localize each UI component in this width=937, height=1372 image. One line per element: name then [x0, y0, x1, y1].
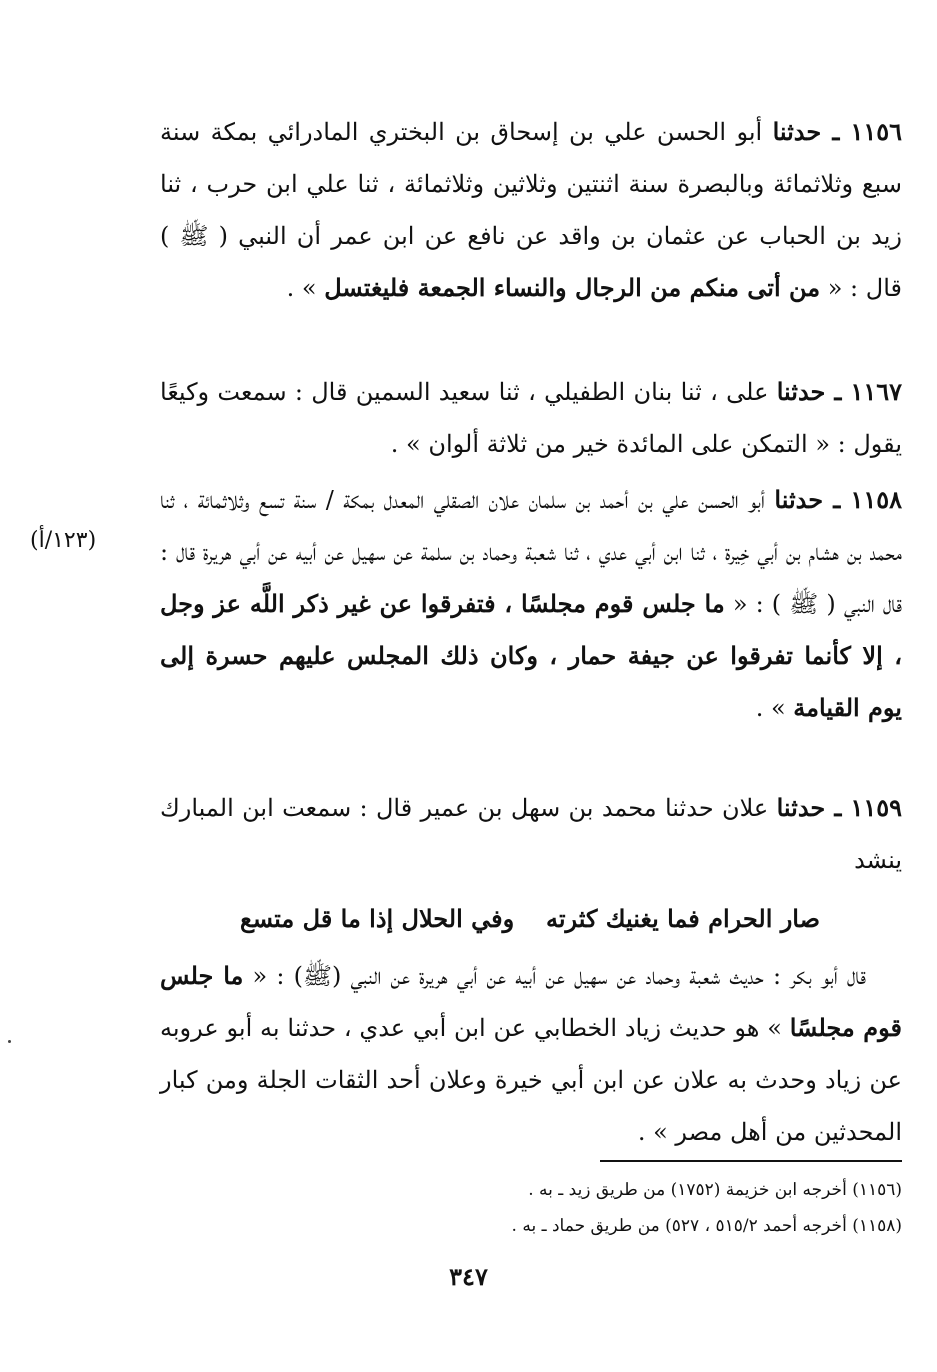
- footnotes: [300, 1172, 902, 1244]
- hadith-1159: [160, 782, 902, 886]
- hadith-text-end: » .: [755, 694, 794, 722]
- hadith-1158: [160, 474, 902, 734]
- author-comment: [160, 950, 902, 1158]
- hadith-1156: [160, 106, 902, 314]
- hadith-text: أبو الحسن علي بن إسحاق بن البختري المادرائي بمكة سنة سبع وثلاثمائة وبالبصرة سنة اثنتين وثلاثين وثلاثمائة ، ثنا علي ابن حرب ، ثنا زيد بن الحباب عن عثمان بن واقد عن نافع عن ابن عمر أن النبي ( ﷺ ) قال : «: [160, 118, 902, 302]
- poem-second-hemistich: وفي الحلال إذا ما قل متسع: [240, 903, 515, 933]
- comment-text-end: » هو حديث زياد الخطابي عن ابن أبي عدي ، حدثنا به أبو عروبه عن زياد وحدث به علان عن ابن أبي خيرة وعلان أحد الثقات الجلة ومن كبار المحدثين من أهل مصر » .: [160, 1014, 902, 1146]
- hadith-number: ١١٥٦ ـ حدثنا: [772, 117, 902, 146]
- hadith-paragraph: [160, 106, 902, 314]
- hadith-text-end: » .: [286, 274, 325, 302]
- hadith-paragraph: [160, 366, 902, 470]
- footnote-1156: (١١٥٦) أخرجه ابن خزيمة (١٧٥٢) من طريق زيد ـ به .: [528, 1180, 902, 1200]
- comment-quote: ما جلس قوم مجلسًا: [160, 961, 902, 1042]
- hadith-number: ١١٥٩ ـ حدثنا: [776, 793, 902, 822]
- poem-verse: [240, 890, 820, 946]
- margin-dot: [8, 1040, 11, 1043]
- hadith-text: أبو الحسن علي بن أحمد بن سلمان علان الصقلي المعدل بمكة / سنة تسع وثلاثمائة ، ثنا محمد بن هشام بن أبي خِيرة ، ثنا ابن أبي عدي ، ثنا شعبة وحماد بن سلمة عن سهيل عن أبيه عن أبي هريرة قال : قال النبي ( ﷺ ) : «: [160, 486, 902, 618]
- page-number: ٣٤٧: [449, 1262, 488, 1291]
- hadith-number: ١١٥٨ ـ حدثنا: [774, 485, 903, 514]
- hadith-quote: من أتى منكم من الرجال والنساء الجمعة فليغتسل: [324, 273, 821, 302]
- hadith-1167: [160, 366, 902, 470]
- hadith-number: ١١٦٧ ـ حدثنا: [776, 377, 902, 406]
- hadith-paragraph: [160, 782, 902, 886]
- footnote-1158: (١١٥٨) أخرجه أحمد ٥١٥/٢ ، ٥٢٧) من طريق حماد ـ به .: [511, 1216, 902, 1236]
- comment-text: قال أبو بكر : حديث شعبة وحماد عن سهيل عن أبيه عن أبي هريرة عن النبي (ﷺ) : «: [243, 962, 867, 990]
- hadith-quote: ما جلس قوم مجلسًا ، فتفرقوا عن غير ذكر اللَّه عز وجل ، إلا كأنما تفرقوا عن جيفة حمار ، وكان ذلك المجلس عليهم حسرة إلى يوم القيامة: [160, 589, 903, 722]
- poem-first-hemistich: صار الحرام فما يغنيك كثرته: [545, 903, 820, 933]
- manuscript-folio-marker: (١٢٣/أ): [30, 528, 97, 553]
- hadith-text: على ، ثنا بنان الطفيلي ، ثنا سعيد السمين قال : سمعت وكيعًا يقول : « التمكن على المائدة خير من ثلاثة ألوان » .: [160, 378, 902, 458]
- hadith-text: علان حدثنا محمد بن سهل بن عمير قال : سمعت ابن المبارك ينشد: [160, 794, 902, 874]
- hadith-paragraph: [160, 474, 902, 734]
- footnote-separator: [600, 1160, 902, 1162]
